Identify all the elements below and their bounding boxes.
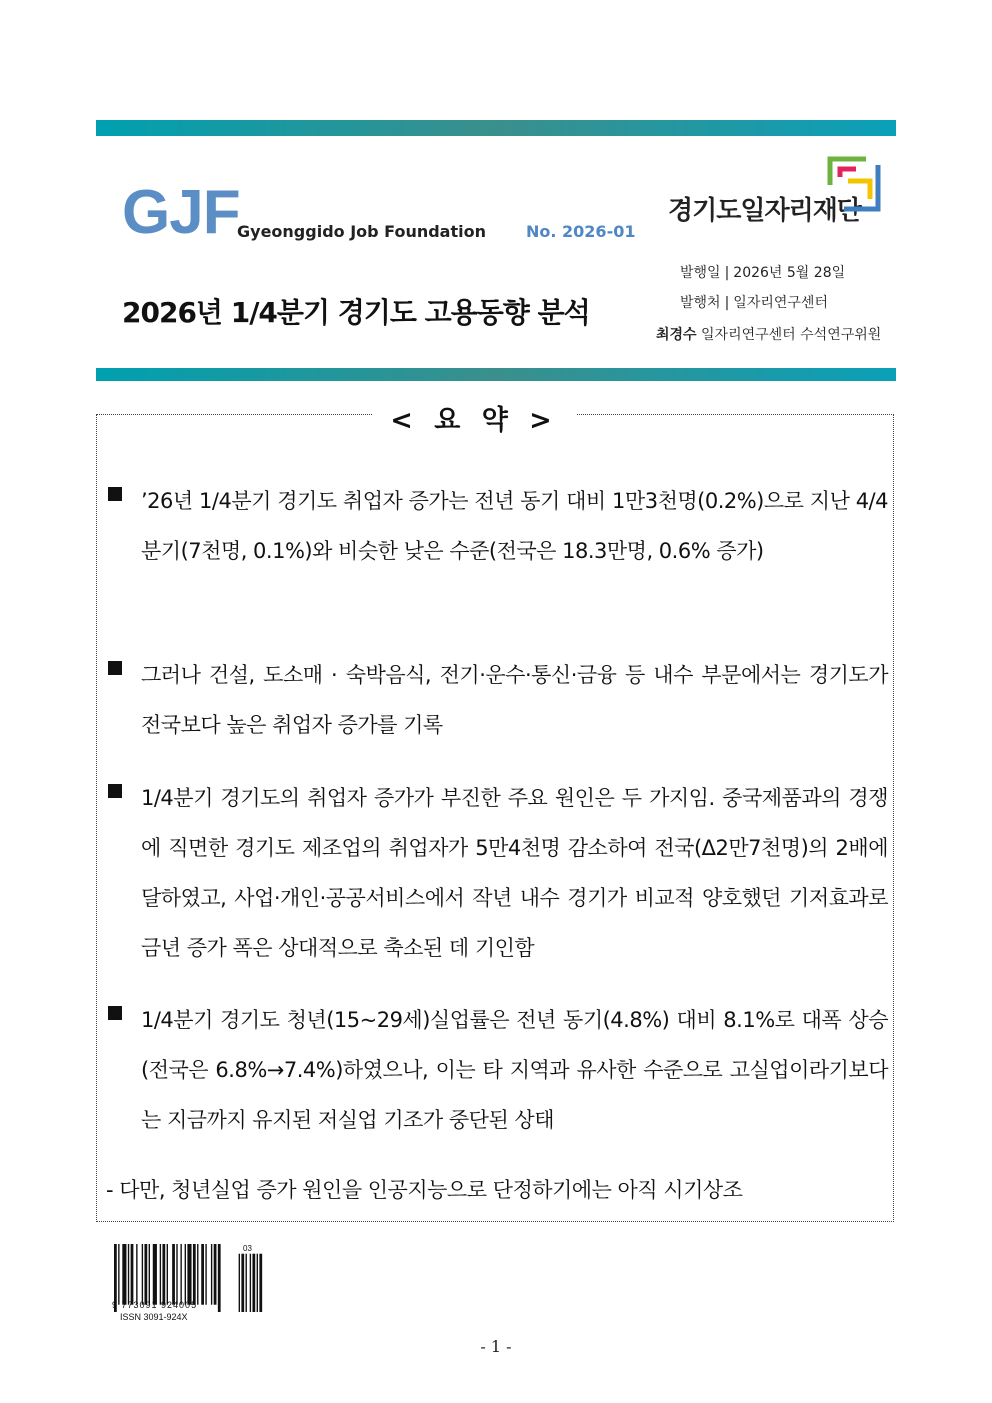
barcode-addon-digits: 03 — [243, 1244, 252, 1253]
issue-date: 발행일 | 2026년 5월 28일 — [680, 265, 846, 281]
author-role: 일자리연구센터 수석연구위원 — [701, 327, 882, 343]
summary-item-text: 1/4분기 경기도 청년(15~29세)실업률은 전년 동기(4.8%) 대비 8.1%로 대폭 상승(전국은 6.8%→7.4%)하였으나, 이는 타 지역과 유사한 수준으로 고실업이라기보다는 지금까지 유지된 저실업 기조가 중단된 상태 — [141, 1008, 888, 1132]
summary-item-text: ’26년 1/4분기 경기도 취업자 증가는 전년 동기 대비 1만3천명(0.2%)으로 지난 4/4분기(7천명, 0.1%)와 비슷한 낮은 수준(전국은 18.3만명, 0.6% 증가) — [141, 489, 888, 563]
summary-item — [108, 650, 888, 750]
foundation-logo-text: 경기도일자리재단 — [668, 196, 861, 226]
issue-number: No. 2026-01 — [526, 222, 636, 241]
square-bullet-icon — [108, 487, 122, 501]
brand-logo: GJF — [122, 178, 240, 247]
issn-number: ISSN 3091-924X — [120, 1312, 188, 1322]
foundation-logo-icon — [826, 155, 882, 213]
page-number: - 1 - — [480, 1337, 512, 1356]
square-bullet-icon — [108, 1006, 122, 1020]
bottom-accent-bar — [96, 368, 896, 381]
issue-date-label: 발행일 — [680, 265, 721, 281]
summary-item — [108, 773, 888, 973]
document-title: 2026년 1/4분기 경기도 고용동향 분석 — [122, 296, 590, 329]
summary-sub-item: - 다만, 청년실업 증가 원인을 인공지능으로 단정하기에는 아직 시기상조 — [106, 1178, 743, 1202]
square-bullet-icon — [108, 784, 122, 798]
barcode-digits: 9 773091 924005 — [112, 1300, 198, 1310]
publisher: 발행처 | 일자리연구센터 — [680, 295, 828, 311]
summary-title: < 요 약 > — [372, 398, 576, 437]
summary-item-text: 1/4분기 경기도의 취업자 증가가 부진한 주요 원인은 두 가지임. 중국제품과의 경쟁에 직면한 경기도 제조업의 취업자가 5만4천명 감소하여 전국(Δ2만7천명)의 2배에 달하였고, 사업·개인·공공서비스에서 작년 내수 경기가 비교적 양호했던 기저효과로 금년 증가 폭은 상대적으로 축소된 데 기인함 — [141, 786, 888, 960]
summary-item-text: 그러나 건설, 도소매 · 숙박음식, 전기·운수·통신·금융 등 내수 부문에서는 경기도가 전국보다 높은 취업자 증가를 기록 — [141, 663, 888, 737]
square-bullet-icon — [108, 661, 122, 675]
author — [656, 324, 881, 344]
publisher-label: 발행처 — [680, 295, 721, 311]
top-accent-bar — [96, 120, 896, 136]
author-name: 최경수 — [656, 327, 697, 343]
issue-date-value: 2026년 5월 28일 — [733, 265, 846, 281]
brand-full-name: Gyeonggido Job Foundation — [237, 222, 486, 241]
summary-item — [108, 476, 888, 576]
summary-item — [108, 995, 888, 1145]
publisher-value: 일자리연구센터 — [733, 295, 828, 311]
